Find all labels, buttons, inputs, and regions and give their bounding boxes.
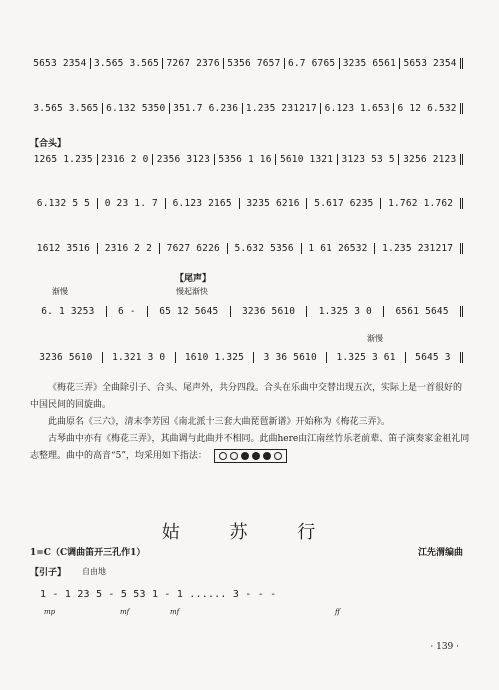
key-signature: 1=C（C调曲笛开三孔作1） — [30, 548, 146, 558]
commentary-paragraph: 《梅花三弄》全曲除引子、合头、尾声外，共分四段。合头在乐曲中交替出现五次，实际上是一首很好的中国民间的回旋曲。 — [30, 383, 463, 410]
dynamic-mark: ff — [335, 608, 340, 616]
fingering-diagram — [214, 449, 287, 463]
measure: 5.617 6235 — [307, 198, 381, 209]
commentary-paragraph: 此曲原名《三六》，清末李芳园《南北派十三套大曲琵琶新谱》开始称为《梅花三弄》。 — [48, 417, 391, 427]
arranger: 江先渭编曲 — [417, 548, 463, 558]
measure: 6. 1 3253 — [30, 306, 107, 317]
measure: 3236 5610 — [30, 352, 103, 363]
score-line-7 — [30, 346, 463, 368]
finger-hole-closed — [252, 452, 260, 460]
measure: 7627 6226 — [160, 243, 228, 254]
measure: 5.632 5356 — [228, 243, 302, 254]
measure: 1.235 231217 — [375, 243, 463, 254]
measure: 1610 1.325 — [176, 352, 255, 363]
commentary — [30, 380, 470, 465]
measure: 2316 2 2 — [98, 243, 160, 254]
dynamic-mark: mf — [170, 608, 180, 616]
section-label-hetou: 【合头】 — [30, 139, 67, 149]
score-line-3 — [30, 148, 463, 170]
measure: 6.123 1.653 — [321, 103, 394, 114]
measure: 1612 3516 — [30, 243, 98, 254]
intro-line — [40, 583, 439, 605]
measure: 3235 6216 — [240, 198, 308, 209]
section-label-yinzi: 【引子】 — [30, 568, 67, 578]
finger-hole-open — [230, 452, 238, 460]
measure: 3256 2123 — [399, 154, 463, 165]
measure: 2316 2 0 — [98, 154, 154, 165]
commentary-paragraph — [30, 431, 470, 465]
measure: 7267 2376 — [163, 58, 224, 69]
score-line-1 — [30, 52, 463, 74]
tempo-mark: 渐慢 — [367, 334, 383, 343]
finger-hole-open — [219, 452, 227, 460]
measure: 1.235 231217 — [243, 103, 322, 114]
dynamic-mark: mp — [44, 608, 56, 616]
measure: 1 61 26532 — [302, 243, 376, 254]
measure: 5356 7657 — [224, 58, 285, 69]
finger-hole-closed — [263, 452, 271, 460]
score-line-4 — [30, 192, 463, 214]
measure: 5610 1321 — [276, 154, 338, 165]
key-signature-line — [30, 545, 463, 558]
measure: 3123 53 5 — [338, 154, 400, 165]
measure: 0 23 1. 7 — [98, 198, 166, 209]
measure: 5645 3 — [406, 352, 463, 363]
piece-title: 姑 苏 行 — [161, 522, 338, 543]
tempo-mark: 渐慢 — [52, 287, 68, 296]
measure: 6561 5645 — [384, 306, 463, 317]
score-line-2 — [30, 97, 463, 119]
measure: 5653 2354 — [30, 58, 91, 69]
measure: 5653 2354 — [400, 58, 463, 69]
measure: 3236 5610 — [231, 306, 308, 317]
measure: 6.132 5350 — [103, 103, 170, 114]
measure: 6 12 6.532 — [394, 103, 463, 114]
measure: 6.123 2165 — [166, 198, 240, 209]
measure: 65 12 5645 — [148, 306, 231, 317]
finger-hole-closed — [241, 452, 249, 460]
measure: 1.325 3 0 — [307, 306, 384, 317]
measure: 3.565 3.565 — [91, 58, 164, 69]
measure: 6 - — [107, 306, 148, 317]
finger-hole-open — [274, 452, 282, 460]
dynamic-mark: mf — [120, 608, 130, 616]
section-label-weisheng: 【尾声】 — [175, 274, 212, 284]
page-number: · 139 · — [430, 642, 459, 652]
tempo-mark: 自由地 — [82, 567, 106, 576]
commentary-text: 古琴曲中亦有《梅花三弄》，其曲调与此曲并不相同。此曲here由江南丝竹乐老前辈、笛子演奏家金祖礼同志整理。曲中的高音“5”，均采用如下指法： — [30, 434, 470, 461]
score-line-6 — [30, 300, 463, 322]
tempo-mark: 慢起渐快 — [176, 287, 208, 296]
measure: 1.325 3 61 — [327, 352, 406, 363]
measure: 6.7 6765 — [285, 58, 340, 69]
score-line-5 — [30, 237, 463, 259]
measure: 3235 6561 — [340, 58, 401, 69]
measure: 6.132 5 5 — [30, 198, 98, 209]
measure: 5356 1 16 — [215, 154, 277, 165]
measure: 351.7 6.236 — [170, 103, 243, 114]
measure: 1.762 1.762 — [381, 198, 463, 209]
intro-notes: 1 - 1 23 5 - 5 53 1 - 1 ...... 3 - - - — [40, 588, 277, 600]
measure: 3.565 3.565 — [30, 103, 103, 114]
measure: 1265 1.235 — [30, 154, 98, 165]
measure: 2356 3123 — [153, 154, 215, 165]
measure: 1.321 3 0 — [103, 352, 176, 363]
measure: 3 36 5610 — [254, 352, 327, 363]
